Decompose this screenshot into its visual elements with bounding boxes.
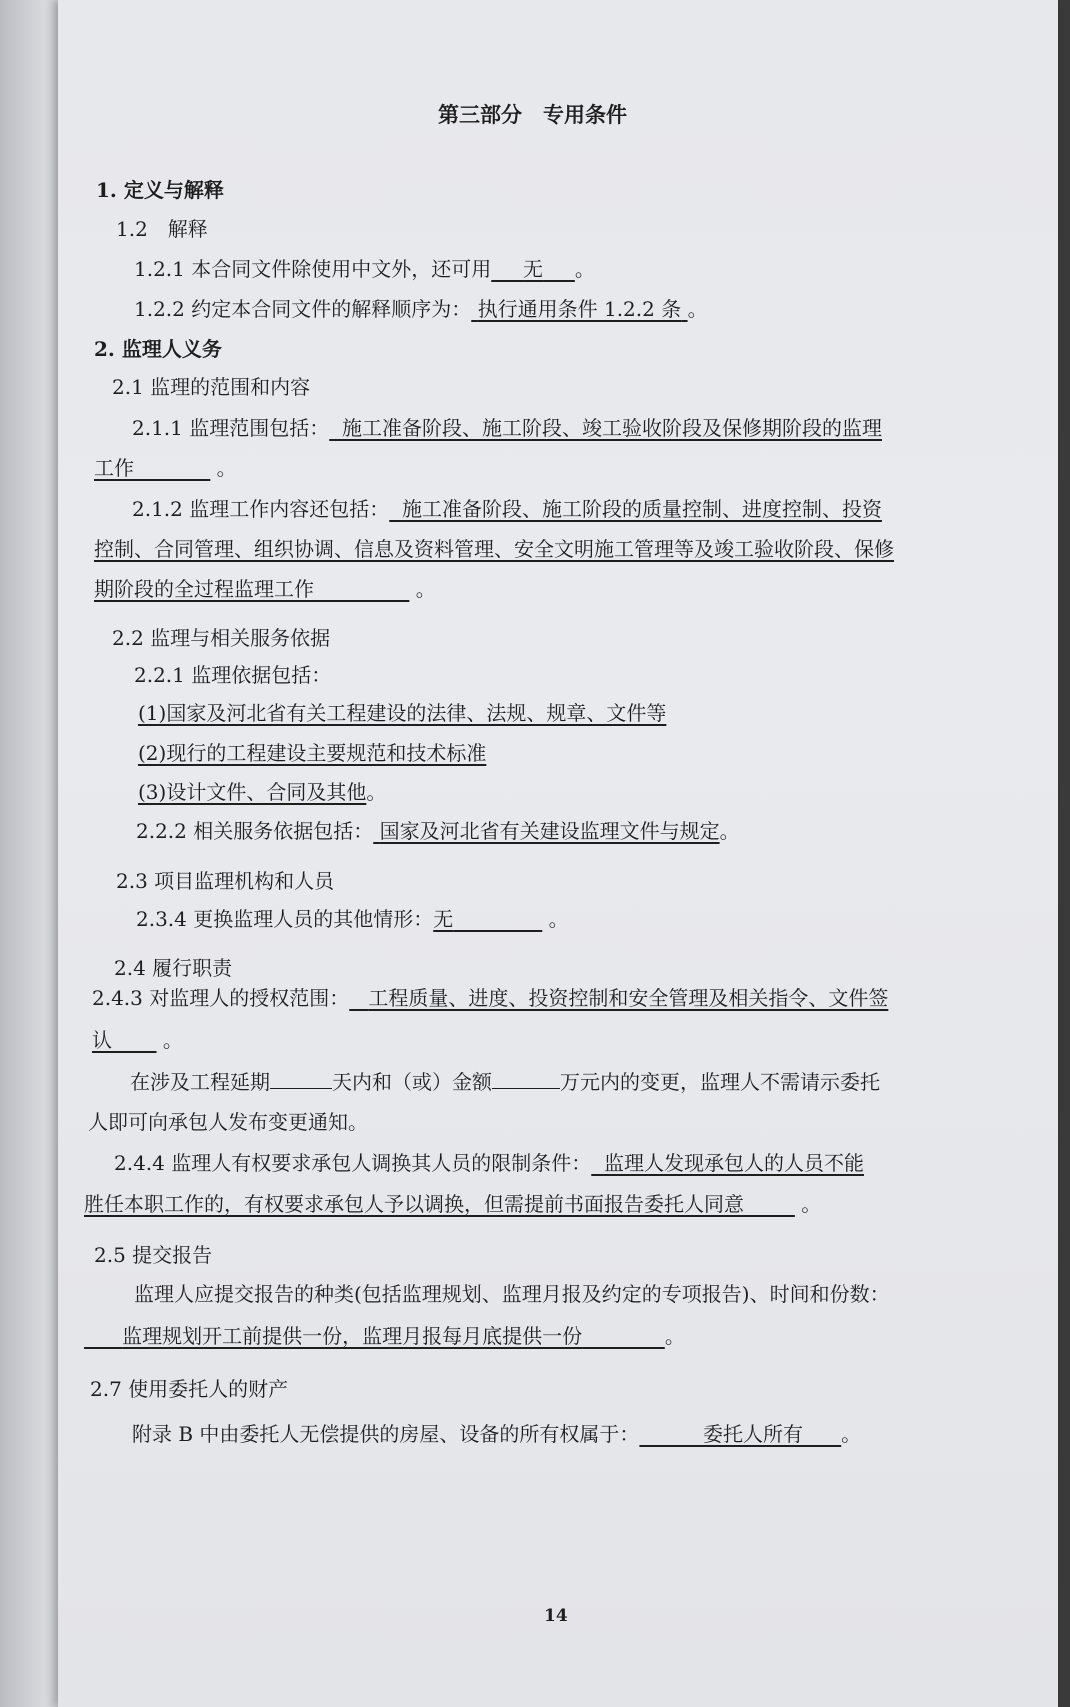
section-2-heading: 2. 监理人义务 bbox=[94, 337, 222, 361]
clause-2-2-2-value: 国家及河北省有关建设监理文件与规定 bbox=[379, 819, 720, 843]
section-1-heading: 1. 定义与解释 bbox=[96, 178, 224, 202]
basis-item-3: (3)设计文件、合同及其他。 bbox=[138, 780, 387, 804]
section-2-3-heading: 2.3 项目监理机构和人员 bbox=[116, 869, 335, 893]
clause-2-4-3-extension-line2: 人即可向承包人发布变更通知。 bbox=[88, 1110, 368, 1134]
amount-blank bbox=[492, 1068, 560, 1089]
section-2-5-value: 监理规划开工前提供一份，监理月报每月底提供一份 bbox=[122, 1324, 583, 1348]
page-title: 第三部分 专用条件 bbox=[438, 102, 627, 127]
clause-2-1-2-line3: 期阶段的全过程监理工作 。 bbox=[94, 577, 436, 601]
clause-2-1-2-value: 施工准备阶段、施工阶段的质量控制、进度控制、投资 bbox=[401, 497, 882, 521]
section-2-7-value: 委托人所有 bbox=[703, 1422, 803, 1446]
clause-2-1-1-line1: 2.1.1 监理范围包括： 施工准备阶段、施工阶段、竣工验收阶段及保修期阶段的监理 bbox=[132, 416, 882, 440]
clause-2-4-3-line1: 2.4.3 对监理人的授权范围： 工程质量、进度、投资控制和安全管理及相关指令、文件签 bbox=[92, 986, 889, 1010]
days-blank bbox=[270, 1068, 332, 1089]
clause-2-2-2: 2.2.2 相关服务依据包括： 国家及河北省有关建设监理文件与规定。 bbox=[136, 819, 740, 843]
section-2-7-text-line: 附录 B 中由委托人无偿提供的房屋、设备的所有权属于： 委托人所有 。 bbox=[132, 1422, 862, 1446]
clause-2-4-4-value: 监理人发现承包人的人员不能 bbox=[603, 1151, 864, 1175]
clause-2-3-4: 2.3.4 更换监理人员的其他情形：无 。 bbox=[136, 907, 569, 931]
section-2-7-heading: 2.7 使用委托人的财产 bbox=[90, 1377, 289, 1401]
clause-2-2-1-label: 2.2.1 监理依据包括： bbox=[134, 663, 332, 687]
section-2-4-heading: 2.4 履行职责 bbox=[114, 956, 233, 980]
clause-1-2-2-value: 执行通用条件 1.2.2 条 bbox=[477, 297, 682, 321]
section-2-5-text: 监理人应提交报告的种类(包括监理规划、监理月报及约定的专项报告)、时间和份数： bbox=[134, 1282, 890, 1306]
clause-2-4-3-extension-line1: 在涉及工程延期 天内和（或）金额 万元内的变更，监理人不需请示委托 bbox=[130, 1070, 880, 1094]
clause-1-2-1: 1.2.1 本合同文件除使用中文外，还可用 无 。 bbox=[134, 257, 595, 281]
section-2-1-heading: 2.1 监理的范围和内容 bbox=[112, 375, 311, 399]
clause-1-2-1-value: 无 bbox=[523, 257, 544, 281]
basis-item-2: (2)现行的工程建设主要规范和技术标准 bbox=[138, 741, 487, 765]
clause-2-1-2-line2: 控制、合同管理、组织协调、信息及资料管理、安全文明施工管理等及竣工验收阶段、保修 bbox=[94, 537, 894, 561]
clause-2-1-1-value: 施工准备阶段、施工阶段、竣工验收阶段及保修期阶段的监理 bbox=[341, 416, 882, 440]
clause-1-2-2-label: 1.2.2 约定本合同文件的解释顺序为： bbox=[134, 297, 472, 321]
page-number: 14 bbox=[544, 1606, 568, 1626]
document-page bbox=[58, 0, 1058, 1707]
clause-2-4-3-line2: 认 。 bbox=[92, 1028, 183, 1052]
clause-1-2-1-label: 1.2.1 本合同文件除使用中文外，还可用 bbox=[134, 257, 492, 281]
clause-2-4-4-line1: 2.4.4 监理人有权要求承包人调换其人员的限制条件： 监理人发现承包人的人员不能 bbox=[114, 1151, 864, 1175]
basis-item-1: (1)国家及河北省有关工程建设的法律、法规、规章、文件等 bbox=[138, 701, 667, 725]
clause-1-2-2: 1.2.2 约定本合同文件的解释顺序为： 执行通用条件 1.2.2 条 。 bbox=[134, 297, 708, 321]
section-2-5-value-line: 监理规划开工前提供一份，监理月报每月底提供一份 。 bbox=[84, 1323, 685, 1349]
clause-2-3-4-value: 无 bbox=[433, 907, 454, 931]
clause-2-4-4-line2: 胜任本职工作的，有权要求承包人予以调换，但需提前书面报告委托人同意 。 bbox=[84, 1192, 822, 1216]
clause-2-1-1-line2: 工作 。 bbox=[94, 456, 237, 480]
clause-2-1-2-line1: 2.1.2 监理工作内容还包括： 施工准备阶段、施工阶段的质量控制、进度控制、投资 bbox=[132, 497, 882, 521]
clause-2-4-3-value: 工程质量、进度、投资控制和安全管理及相关指令、文件签 bbox=[368, 986, 889, 1010]
section-2-5-heading: 2.5 提交报告 bbox=[94, 1243, 213, 1267]
section-2-2-heading: 2.2 监理与相关服务依据 bbox=[112, 626, 331, 650]
section-1-2-heading: 1.2 解释 bbox=[116, 217, 208, 241]
